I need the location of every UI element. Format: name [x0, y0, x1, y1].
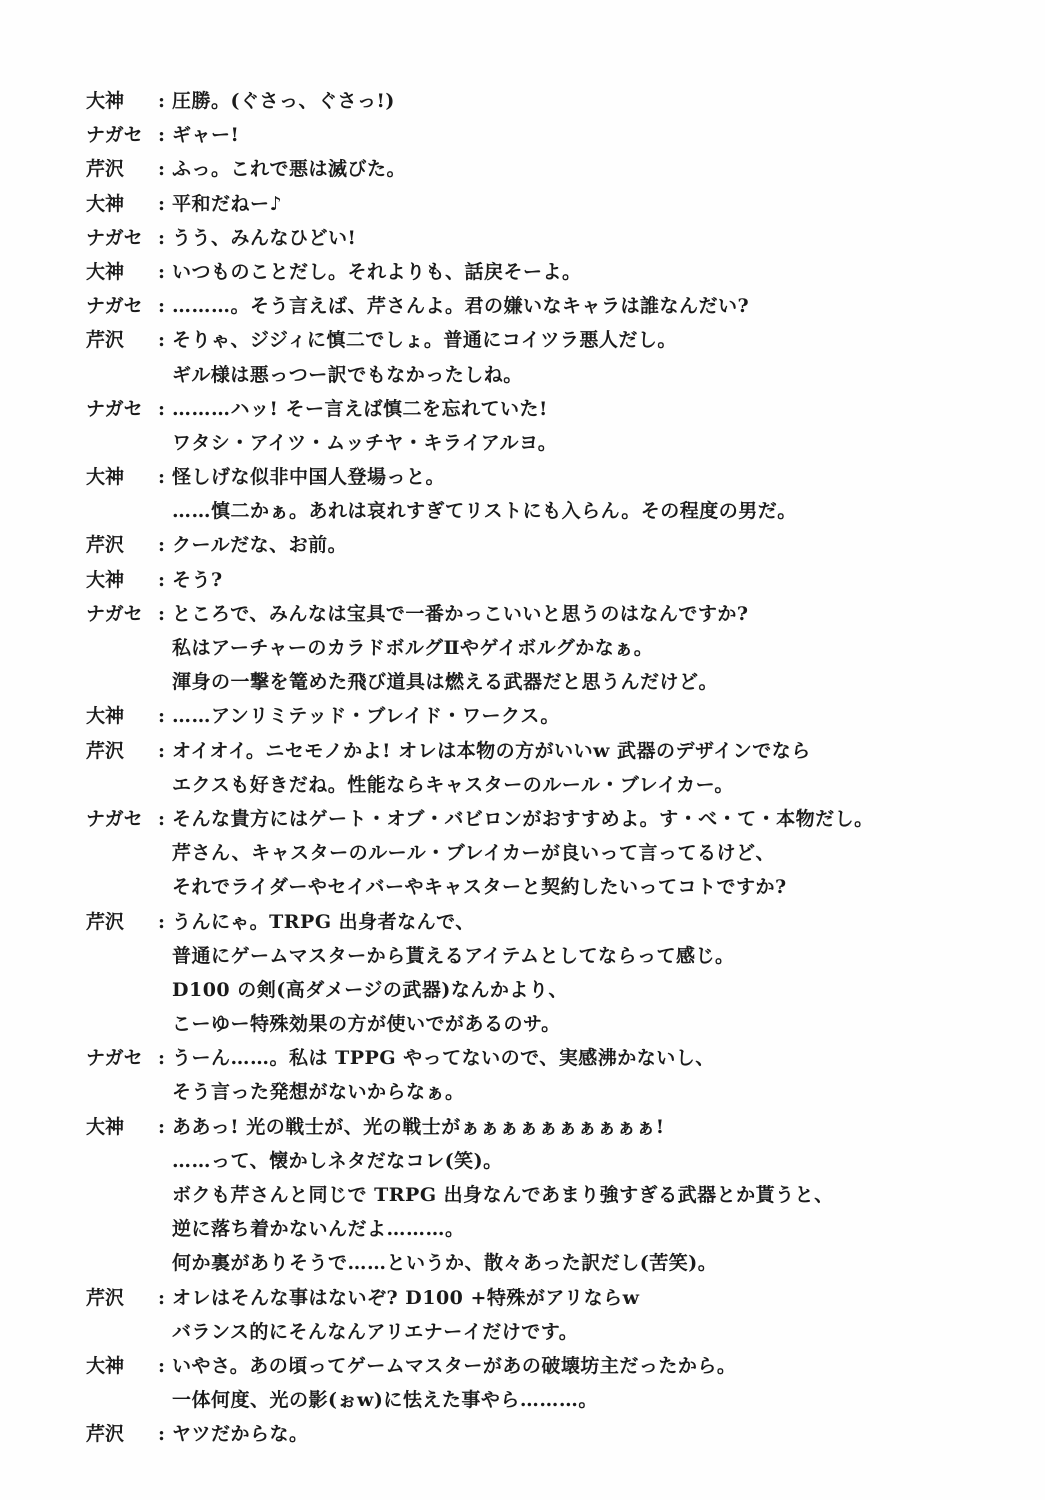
- dialogue-line: [86, 460, 986, 494]
- dialogue-continuation-line: [86, 631, 986, 665]
- dialogue-continuation-line: [86, 1178, 986, 1212]
- dialogue-text: 一体何度、光の影(ぉw)に怯えた事やら………。: [172, 1389, 598, 1412]
- dialogue-text: オレはそんな事はないぞ? D100 +特殊がアリならw: [172, 1286, 640, 1309]
- dialogue-text: そりゃ、ジジィに慎二でしょ。普通にコイツラ悪人だし。: [172, 329, 677, 352]
- speaker-separator: :: [158, 260, 166, 283]
- speaker-name: 大神: [86, 260, 125, 283]
- dialogue-continuation-line: [86, 665, 986, 699]
- dialogue-line: [86, 1110, 986, 1144]
- speaker-separator: :: [158, 1286, 166, 1309]
- dialogue-text: バランス的にそんなんアリエナーイだけです。: [172, 1320, 579, 1343]
- dialogue-text: ギル様は悪っつー訳でもなかったしね。: [172, 363, 523, 386]
- dialogue-text: そんな貴方にはゲート・オブ・バビロンがおすすめよ。す・べ・て・本物だし。: [172, 807, 874, 830]
- speaker-separator: :: [158, 124, 166, 147]
- dialogue-line: [86, 1417, 986, 1451]
- speaker-separator: :: [158, 295, 166, 318]
- dialogue-line: [86, 392, 986, 426]
- dialogue-line: [86, 528, 986, 562]
- dialogue-text: D100 の剣(高ダメージの武器)なんかより、: [172, 978, 568, 1001]
- dialogue-text: うう、みんなひどい!: [172, 226, 357, 249]
- dialogue-entry: [86, 905, 986, 1042]
- dialogue-entry: [86, 1349, 986, 1417]
- dialogue-line: [86, 699, 986, 733]
- dialogue-entry: [86, 221, 986, 255]
- dialogue-entry: [86, 392, 986, 460]
- dialogue-text: そう?: [172, 568, 223, 591]
- dialogue-continuation-line: [86, 1212, 986, 1246]
- dialogue-entry: [86, 699, 986, 733]
- speaker-separator: :: [158, 534, 166, 557]
- dialogue-text: 普通にゲームマスターから貰えるアイテムとしてならって感じ。: [172, 944, 735, 967]
- speaker-name: ナガセ: [86, 397, 143, 420]
- dialogue-text: 平和だねー♪: [172, 192, 283, 215]
- dialogue-text: うーん……。私は TPPG やってないので、実感沸かないし、: [172, 1047, 715, 1070]
- dialogue-entry: [86, 152, 986, 186]
- speaker-separator: :: [158, 158, 166, 181]
- speaker-name: 大神: [86, 1354, 125, 1377]
- dialogue-text: 渾身の一撃を篭めた飛び道具は燃える武器だと思うんだけど。: [172, 671, 719, 694]
- speaker-name: 芹沢: [86, 158, 125, 181]
- dialogue-entry: [86, 187, 986, 221]
- speaker-name: 芹沢: [86, 1286, 125, 1309]
- speaker-separator: :: [158, 466, 166, 489]
- speaker-name: 大神: [86, 705, 125, 728]
- dialogue-entry: [86, 1281, 986, 1349]
- speaker-name: 芹沢: [86, 739, 125, 762]
- dialogue-entry: [86, 1041, 986, 1109]
- dialogue-line: [86, 734, 986, 768]
- dialogue-line: [86, 1281, 986, 1315]
- dialogue-line: [86, 255, 986, 289]
- speaker-name: ナガセ: [86, 602, 143, 625]
- dialogue-text: それでライダーやセイバーやキャスターと契約したいってコトですか?: [172, 876, 787, 899]
- dialogue-line: [86, 84, 986, 118]
- speaker-separator: :: [158, 1047, 166, 1070]
- dialogue-text: 芹さん、キャスターのルール・ブレイカーが良いって言ってるけど、: [172, 842, 775, 865]
- speaker-name: 大神: [86, 466, 125, 489]
- dialogue-entry: [86, 118, 986, 152]
- dialogue-text: ボクも芹さんと同じで TRPG 出身なんであまり強すぎる武器とか貰うと、: [172, 1184, 834, 1206]
- dialogue-continuation-line: [86, 973, 986, 1007]
- dialogue-line: [86, 221, 986, 255]
- speaker-separator: :: [158, 1354, 166, 1377]
- speaker-separator: :: [158, 910, 166, 933]
- dialogue-entry: [86, 460, 986, 528]
- dialogue-text: クールだな、お前。: [172, 534, 348, 557]
- speaker-separator: :: [158, 90, 166, 112]
- dialogue-text: ヤツだからな。: [172, 1423, 309, 1446]
- dialogue-continuation-line: [86, 426, 986, 460]
- dialogue-text: オイオイ。ニセモノかよ! オレは本物の方がいいw 武器のデザインでなら: [172, 739, 811, 762]
- speaker-name: 芹沢: [86, 534, 125, 557]
- dialogue-text: ワタシ・アイツ・ムッチヤ・キライアルヨ。: [172, 431, 558, 454]
- dialogue-entry: [86, 563, 986, 597]
- dialogue-entry: [86, 528, 986, 562]
- dialogue-continuation-line: [86, 768, 986, 802]
- speaker-separator: :: [158, 329, 166, 352]
- dialogue-entry: [86, 597, 986, 700]
- dialogue-text: いつものことだし。それよりも、話戻そーよ。: [172, 260, 582, 283]
- dialogue-line: [86, 802, 986, 836]
- dialogue-continuation-line: [86, 1007, 986, 1041]
- speaker-name: 大神: [86, 192, 125, 215]
- dialogue-text: 怪しげな似非中国人登場っと。: [172, 466, 446, 489]
- dialogue-entry: [86, 734, 986, 802]
- dialogue-text: ああっ! 光の戦士が、光の戦士がぁぁぁぁぁぁぁぁぁぁ!: [172, 1115, 665, 1138]
- dialogue-continuation-line: [86, 1075, 986, 1109]
- dialogue-text: ………。そう言えば、芹さんよ。君の嫌いなキャラは誰なんだい?: [172, 295, 750, 318]
- dialogue-line: [86, 118, 986, 152]
- dialogue-text: いやさ。あの頃ってゲームマスターがあの破壊坊主だったから。: [172, 1354, 737, 1377]
- dialogue-text: うんにゃ。TRPG 出身者なんで、: [172, 910, 475, 933]
- dialogue-entry: [86, 323, 986, 391]
- dialogue-entry: [86, 802, 986, 905]
- speaker-separator: :: [158, 192, 166, 215]
- speaker-name: 芹沢: [86, 329, 125, 352]
- dialogue-text: 何か裏がありそうで……というか、散々あった訳だし(苦笑)。: [172, 1252, 718, 1275]
- speaker-separator: :: [158, 568, 166, 591]
- speaker-separator: :: [158, 1115, 166, 1138]
- dialogue-continuation-line: [86, 358, 986, 392]
- dialogue-line: [86, 289, 986, 323]
- speaker-name: 大神: [86, 568, 125, 591]
- speaker-separator: :: [158, 739, 166, 762]
- speaker-name: ナガセ: [86, 226, 143, 249]
- dialogue-text: ……慎二かぁ。あれは哀れすぎてリストにも入らん。その程度の男だ。: [172, 500, 797, 523]
- dialogue-line: [86, 597, 986, 631]
- dialogue-text: 圧勝。(ぐさっ、ぐさっ!): [172, 90, 395, 112]
- dialogue-entry: [86, 255, 986, 289]
- dialogue-text: ところで、みんなは宝具で一番かっこいいと思うのはなんですか?: [172, 602, 749, 625]
- speaker-name: 大神: [86, 90, 125, 112]
- speaker-name: ナガセ: [86, 807, 143, 830]
- speaker-name: 芹沢: [86, 910, 125, 933]
- dialogue-line: [86, 323, 986, 357]
- dialogue-entry: [86, 289, 986, 323]
- dialogue-text: こーゆー特殊効果の方が使いでがあるのサ。: [172, 1013, 561, 1036]
- dialogue-continuation-line: [86, 870, 986, 904]
- dialogue-transcript: [86, 84, 986, 1452]
- dialogue-text: ふっ。これで悪は滅びた。: [172, 158, 407, 181]
- dialogue-continuation-line: [86, 939, 986, 973]
- dialogue-line: [86, 1041, 986, 1075]
- dialogue-line: [86, 1349, 986, 1383]
- dialogue-text: ……って、懐かしネタだなコレ(笑)。: [172, 1149, 503, 1172]
- dialogue-line: [86, 563, 986, 597]
- dialogue-line: [86, 152, 986, 186]
- speaker-name: ナガセ: [86, 1047, 143, 1070]
- dialogue-text: エクスも好きだね。性能ならキャスターのルール・ブレイカー。: [172, 773, 734, 796]
- speaker-separator: :: [158, 226, 166, 249]
- dialogue-entry: [86, 1417, 986, 1451]
- speaker-name: ナガセ: [86, 295, 143, 318]
- speaker-name: ナガセ: [86, 124, 143, 147]
- dialogue-continuation-line: [86, 836, 986, 870]
- dialogue-continuation-line: [86, 494, 986, 528]
- speaker-separator: :: [158, 1423, 166, 1446]
- speaker-separator: :: [158, 397, 166, 420]
- speaker-separator: :: [158, 705, 166, 728]
- dialogue-line: [86, 905, 986, 939]
- speaker-name: 芹沢: [86, 1423, 125, 1446]
- dialogue-continuation-line: [86, 1246, 986, 1280]
- dialogue-continuation-line: [86, 1383, 986, 1417]
- dialogue-text: ギャー!: [172, 124, 240, 147]
- speaker-name: 大神: [86, 1115, 125, 1138]
- dialogue-entry: [86, 1110, 986, 1281]
- speaker-separator: :: [158, 602, 166, 625]
- dialogue-entry: [86, 84, 986, 118]
- dialogue-continuation-line: [86, 1144, 986, 1178]
- dialogue-text: そう言った発想がないからなぁ。: [172, 1081, 465, 1104]
- dialogue-text: ………ハッ! そー言えば慎二を忘れていた!: [172, 397, 548, 420]
- dialogue-text: ……アンリミテッド・ブレイド・ワークス。: [172, 705, 560, 728]
- dialogue-continuation-line: [86, 1315, 986, 1349]
- dialogue-text: 私はアーチャーのカラドボルグⅡやゲイボルグかなぁ。: [172, 637, 654, 659]
- dialogue-line: [86, 187, 986, 221]
- dialogue-text: 逆に落ち着かないんだよ………。: [172, 1218, 465, 1241]
- speaker-separator: :: [158, 807, 166, 830]
